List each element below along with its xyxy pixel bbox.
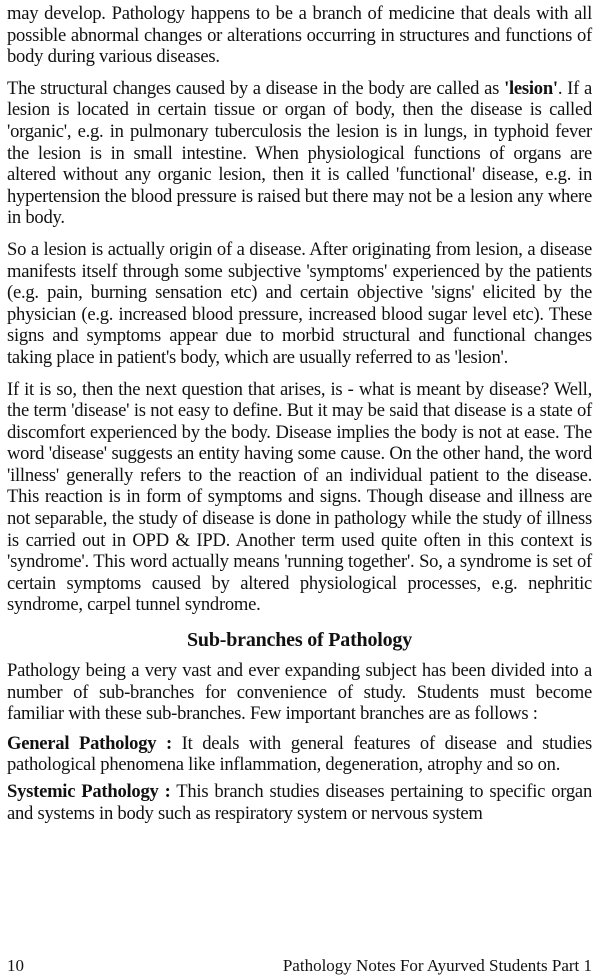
term-systemic-pathology: Systemic Pathology : bbox=[7, 781, 171, 802]
paragraph-disease-definition: If it is so, then the next question that arises, is - what is meant by disease? Well, the term 'disease' is not easy to define. But it may be said that disease is a state of discomfort experienced by the body. Disease implies the body is not at ease. The word 'disease' suggests an entity having some cause. On the other hand, the word 'illness' generally refers to the reaction of an individual patient to the disease. This reaction is in form of symptoms and signs. Though disease and illness are not separable, the study of disease is done in pathology while the study of illness is carried out in OPD & IPD. Another term used quite often in this context is 'syndrome'. This word actually means 'running together'. So, a syndrome is set of certain symptoms caused by altered physiological processes, e.g. nephritic syndrome, carpel tunnel syndrome. bbox=[7, 378, 592, 616]
page-number: 10 bbox=[7, 956, 24, 975]
paragraph-sub-branches-intro: Pathology being a very vast and ever expanding subject has been divided into a number of sub-branches for convenience of study. Students must become familiar with these sub-branches. Few important branches are as follows : bbox=[7, 660, 592, 725]
book-title: Pathology Notes For Ayurved Students Part 1 bbox=[282, 956, 592, 975]
systemic-pathology-text: This branch studies diseases pertaining to specific organ and systems in body such as respiratory system or nervous system bbox=[7, 781, 592, 824]
paragraph-lesion-text-a: The structural changes caused by a disease in the body are called as bbox=[7, 77, 505, 99]
section-heading: Sub-branches of Pathology bbox=[186, 629, 413, 652]
paragraph-systemic-pathology bbox=[7, 781, 592, 824]
page-body bbox=[7, 0, 592, 824]
paragraph-pathology-definition: may develop. Pathology happens to be a branch of medicine that deals with all possible abnormal changes or alterations occurring in structures and functions of body during various diseases. bbox=[7, 3, 592, 68]
term-general-pathology: General Pathology : bbox=[7, 732, 172, 754]
paragraph-lesion bbox=[7, 78, 592, 229]
paragraph-signs-symptoms: So a lesion is actually origin of a disease. After originating from lesion, a disease manifests itself through some subjective 'symptoms' experienced by the patients (e.g. pain, burning sensation etc) and certain objective 'signs' elicited by the physician (e.g. increased blood pressure, increased blood sugar level etc). These signs and symptoms appear due to morbid structural and functional changes taking place in patient's body, which are usually referred to as 'lesion'. bbox=[7, 238, 592, 368]
paragraph-general-pathology bbox=[7, 733, 592, 776]
general-pathology-text: It deals with general features of disease and studies pathological phenomena like inflammation, degeneration, atrophy and so on. bbox=[7, 732, 593, 776]
paragraph-lesion-text-b: . If a lesion is located in certain tissue or organ of body, then the disease is called 'organic', e.g. in pulmonary tuberculosis the lesion is in lungs, in typhoid fever the lesion is in small intestine. When physiological functions of organs are altered without any organic lesion, then it is called 'functional' disease, e.g. in hypertension the blood pressure is raised but there may not be a lesion any where in body. bbox=[7, 77, 592, 229]
term-lesion: 'lesion' bbox=[504, 77, 558, 99]
